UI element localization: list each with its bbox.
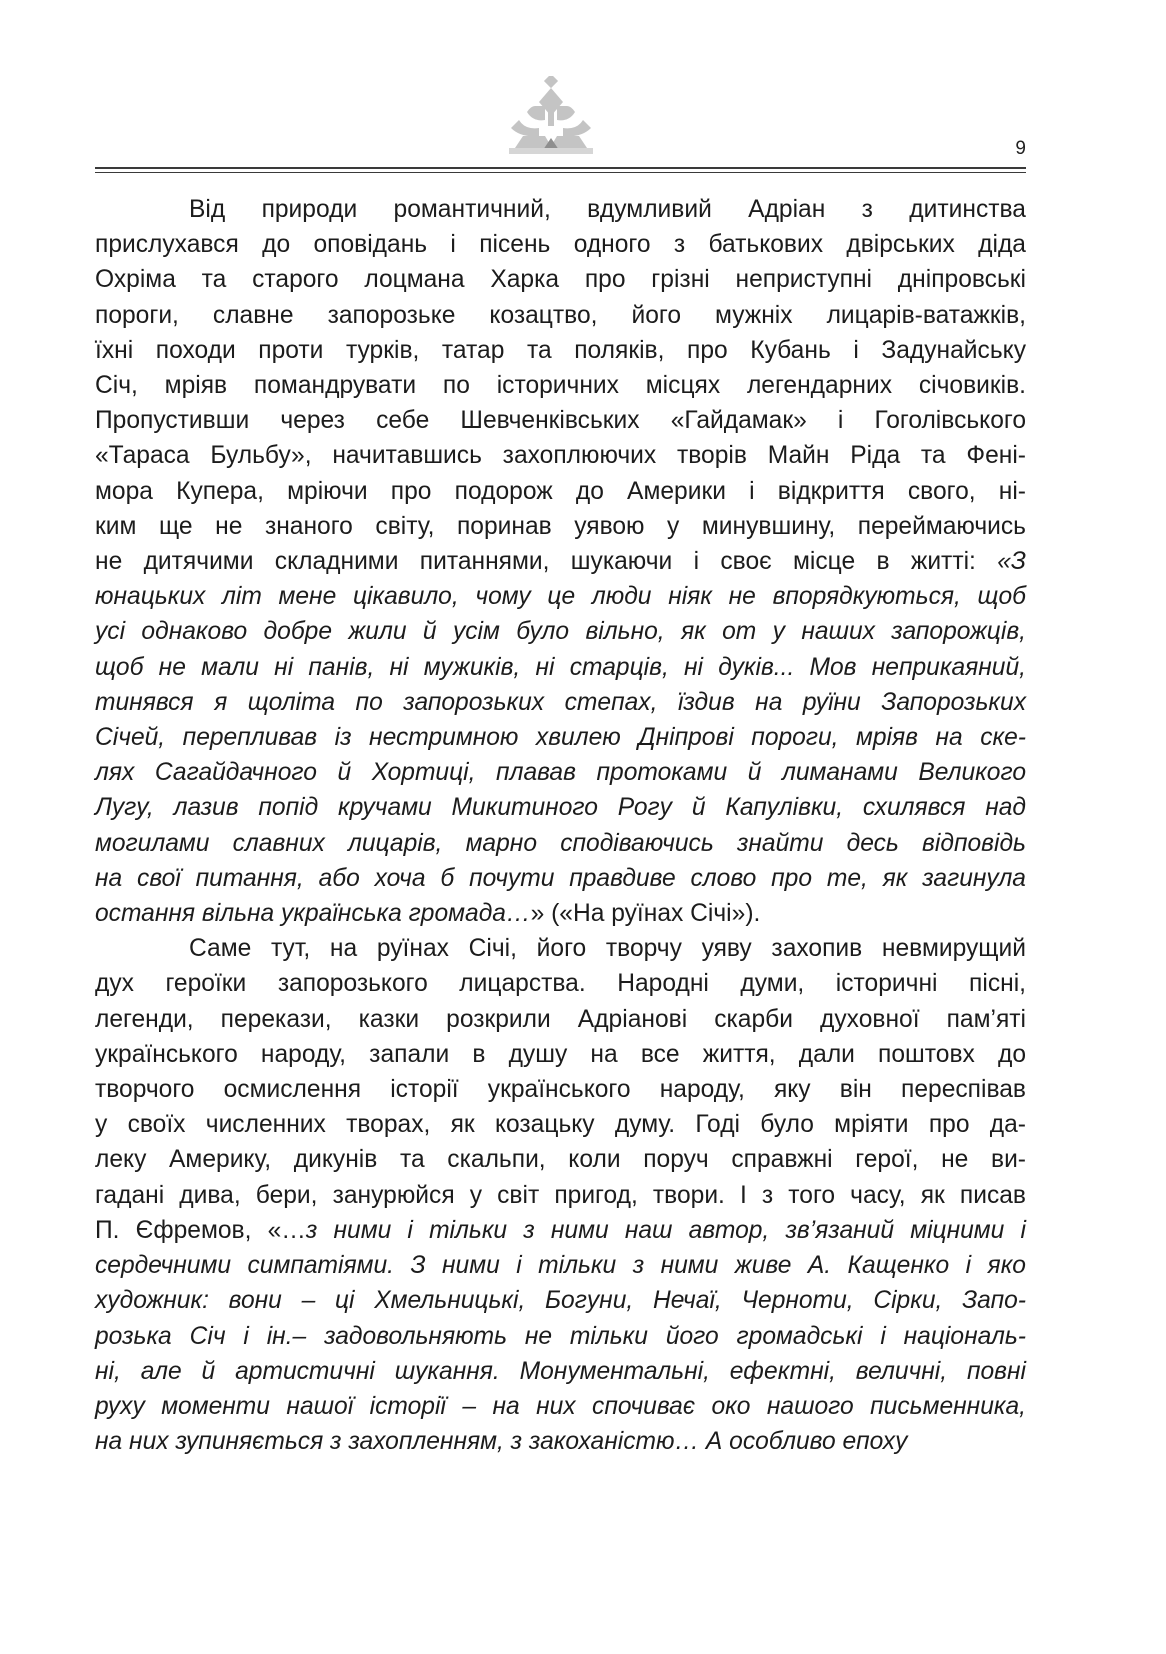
italic-quote-text: на них зупиняється з захопленням, з закоханістю… А особливо епоху [95,1428,908,1456]
paragraph [95,192,1026,931]
text-segment: «Тараса Бульбу», начитавшись захоплюючих творів Майн Ріда та Фені- [95,442,1026,470]
text-segment: » («На руїнах Січі»). [530,900,761,928]
text-line [95,614,1026,649]
header-rule-thick [95,167,1026,169]
text-line [95,720,1026,755]
text-segment: дух героїки запорозького лицарства. Народні думи, історичні пісні, [95,970,1026,998]
text-line [95,1213,1026,1248]
italic-quote-text: з ними і тільки з ними наш автор, зв’язаний міцними і [305,1216,1026,1244]
text-line [95,227,1026,262]
text-line [95,755,1026,790]
italic-quote-text: щоб не мали ні панів, ні мужиків, ні старців, ні дуків... Мов неприкаяний, [95,653,1026,681]
body-text [95,192,1026,1459]
italic-quote-text: ні, але й артистичні шукання. Монументальні, ефектні, величні, повні [95,1357,1026,1385]
text-line [95,790,1026,825]
text-line [95,544,1026,579]
text-line [95,1002,1026,1037]
text-line [95,861,1026,896]
folk-ornament-icon [505,76,597,158]
text-segment: П. Єфремов, «… [95,1216,306,1244]
text-segment: Саме тут, на руїнах Січі, його творчу уяву захопив невмирущий [189,935,1026,963]
text-line [95,509,1026,544]
text-segment: леку Америку, дикунів та скальпи, коли поруч справжні герої, не ви- [95,1146,1026,1174]
italic-quote-text: тинявся я щоліта по запорозьких степах, їздив на руїни Запорозьких [95,688,1026,716]
text-line [95,1389,1026,1424]
italic-quote-text: руху моменти нашої історії – на них спочиває око нашого письменника, [95,1392,1026,1420]
italic-quote-text: юнацьких літ мене цікавило, чому це люди ніяк не впорядкуються, щоб [95,583,1026,611]
italic-quote-text: лях Сагайдачного й Хортиці, плавав протоками й лиманами Великого [95,759,1026,787]
text-segment: не дитячими складними питаннями, шукаючи і своє місце в житті: [95,548,998,576]
text-line [95,896,1026,931]
italic-quote-text: могилами славних лицарів, марно сподіваючись знайти десь відповідь [95,829,1026,857]
text-line [95,368,1026,403]
text-line [95,1178,1026,1213]
text-segment: мора Купера, мріючи про подорож до Америки і відкриття свого, ні- [95,477,1026,505]
text-line [95,1354,1026,1389]
text-line [95,579,1026,614]
text-segment: гадані дива, бери, занурюйся у світ пригод, твори. І з того часу, як писав [95,1181,1026,1209]
text-line [95,262,1026,297]
italic-quote-text: художник: вони – ці Хмельницькі, Богуни, Нечаї, Черноти, Сірки, Запо- [95,1287,1026,1315]
text-line [95,685,1026,720]
text-line [95,1142,1026,1177]
text-line [95,474,1026,509]
text-line [95,650,1026,685]
text-segment: у своїх численних творах, як козацьку думу. Годі було мріяти про да- [95,1111,1026,1139]
text-segment: їхні походи проти турків, татар та поляків, про Кубань і Задунайську [95,336,1026,364]
header-rule-thin [95,172,1026,173]
text-line [95,966,1026,1001]
text-segment: прислухався до оповідань і пісень одного з батькових двірських діда [95,231,1026,259]
text-line [95,403,1026,438]
italic-quote-text: «З [997,548,1026,576]
text-segment: Січ, мріяв помандрувати по історичних місцях легендарних січовиків. [95,372,1026,400]
italic-quote-text: остання вільна українська громада… [95,900,531,928]
text-segment: українського народу, запали в душу на все життя, дали поштовх до [95,1040,1026,1068]
text-segment: легенди, перекази, казки розкрили Адріанові скарби духовної пам’яті [95,1005,1026,1033]
text-line [95,333,1026,368]
italic-quote-text: сердечними симпатіями. З ними і тільки з ними живе А. Кащенко і яко [95,1252,1026,1280]
text-line [95,931,1026,966]
text-line [95,438,1026,473]
text-line [95,1283,1026,1318]
italic-quote-text: Січей, перепливав із нестримною хвилею Дніпрові пороги, мріяв на ске- [95,724,1026,752]
text-segment: пороги, славне запорозьке козацтво, його мужніх лицарів-ватажків, [95,301,1026,329]
page-number: 9 [1015,138,1026,159]
text-line [95,1072,1026,1107]
text-segment: Пропустивши через себе Шевченківських «Гайдамак» і Гоголівського [95,407,1026,435]
text-line [95,1037,1026,1072]
text-segment: ким ще не знаного світу, поринав уявою у минувшину, переймаючись [95,512,1026,540]
text-line [95,826,1026,861]
italic-quote-text: Лугу, лазив попід кручами Микитиного Рогу й Капулівки, схилявся над [95,794,1026,822]
text-segment: Охріма та старого лоцмана Харка про грізні неприступні дніпровські [95,266,1026,294]
text-line [95,1107,1026,1142]
text-segment: творчого осмислення історії українського народу, яку він переспівав [95,1076,1026,1104]
italic-quote-text: усі однаково добре жили й усім було вільно, як от у наших запорожців, [95,618,1026,646]
text-line [95,1424,1026,1459]
text-line [95,1319,1026,1354]
text-segment: Від природи романтичний, вдумливий Адріан з дитинства [189,196,1026,223]
text-line [95,298,1026,333]
text-line [95,1248,1026,1283]
text-line [95,192,1026,227]
italic-quote-text: розька Січ і ін.– задовольняють не тільки його громадські і національ- [95,1322,1026,1350]
italic-quote-text: на свої питання, або хоча б почути правдиве слово про те, як загинула [95,864,1026,892]
paragraph [95,931,1026,1459]
